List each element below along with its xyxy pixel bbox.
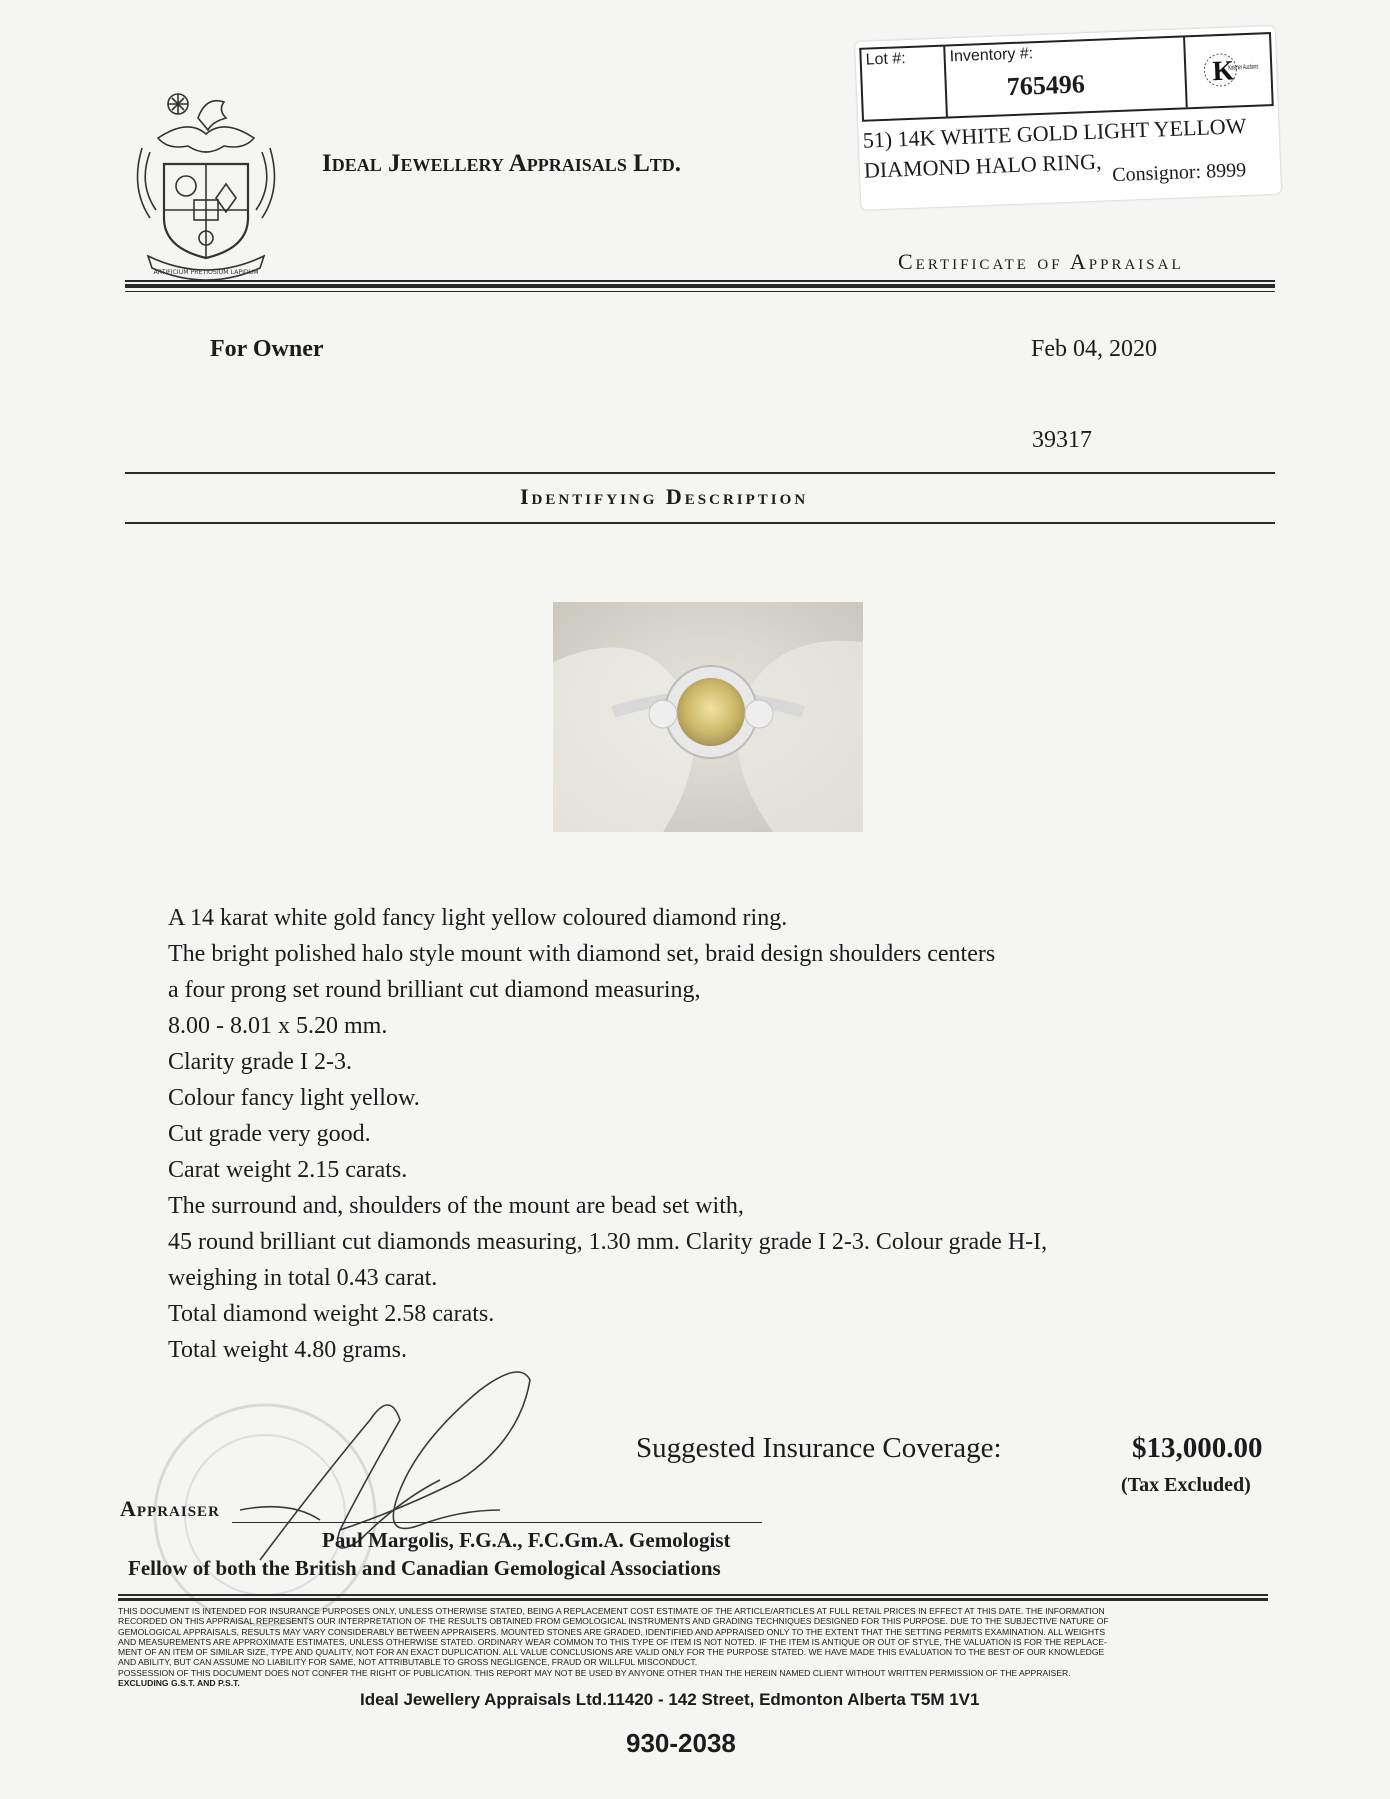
owner-label: For Owner [210, 336, 324, 362]
company-name: Ideal Jewellery Appraisals Ltd. [322, 150, 682, 177]
tax-note: (Tax Excluded) [1121, 1474, 1251, 1496]
divider [118, 1594, 1268, 1596]
tag-grid [859, 32, 1281, 122]
divider [125, 280, 1275, 282]
disclaimer-line: GEMOLOGICAL APPRAISALS, RESULTS MAY VARY CONSIDERABLY BETWEEN APPRAISERS. MOUNTED STONES ARE GRADED, IDENTIFIED AND APPRAISED ONLY TO THE EXTENT THAT THE SETTING PERMITS EXAMINATION. ALL WEIGHTS [118, 1626, 1106, 1637]
description-block [168, 900, 1047, 1368]
description-line: Total diamond weight 2.58 carats. [168, 1301, 495, 1327]
description-line: The surround and, shoulders of the mount are bead set with, [168, 1193, 744, 1219]
appraisal-date: Feb 04, 2020 [1031, 336, 1157, 362]
description-line: Carat weight 2.15 carats. [168, 1157, 408, 1183]
footer-address: Ideal Jewellery Appraisals Ltd.11420 - 142 Street, Edmonton Alberta T5M 1V1 [360, 1690, 980, 1709]
crest-motto: ARTIFICIUM PRETIOSIUM LAPIDUM [153, 269, 259, 276]
insurance-amount: $13,000.00 [1132, 1432, 1263, 1464]
lot-label: Lot #: [865, 50, 907, 69]
description-line: Clarity grade I 2-3. [168, 1049, 352, 1075]
divider [118, 1598, 1268, 1601]
inventory-number: 765496 [1006, 69, 1086, 102]
description-line: The bright polished halo style mount with diamond set, braid design shoulders centers [168, 941, 996, 967]
auction-tag [855, 26, 1281, 210]
divider [125, 522, 1275, 524]
signature-line [232, 1522, 762, 1523]
divider [125, 291, 1275, 292]
kastner-auctions-logo [1201, 42, 1281, 98]
tag-description-line1: 51) 14K WHITE GOLD LIGHT YELLOW [862, 113, 1247, 153]
appraiser-fellowship: Fellow of both the British and Canadian Gemological Associations [128, 1556, 721, 1580]
consignor: Consignor: 8999 [1111, 159, 1247, 187]
disclaimer-line: RECORDED ON THIS APPRAISAL REPRESENTS OUR INTERPRETATION OF THE RESULTS OBTAINED FROM GEMOLOGICAL INSTRUMENTS AND GRADING TECHNIQUES DESIGNED FOR THIS PURPOSE. DUE TO THE SUBJECTIVE NATURE OF [118, 1616, 1109, 1627]
disclaimer [118, 1606, 1268, 1688]
section-title: Identifying Description [520, 484, 809, 509]
appraisal-number: 39317 [1032, 427, 1092, 453]
crest-logo [128, 88, 284, 288]
divider [125, 284, 1275, 288]
description-line: Cut grade very good. [168, 1121, 371, 1147]
description-line: Total weight 4.80 grams. [168, 1337, 407, 1363]
certificate-title: Certificate of Appraisal [898, 249, 1184, 274]
tag-description-line2: DIAMOND HALO RING, [863, 148, 1102, 183]
ring-photo [553, 602, 863, 832]
description-line: 8.00 - 8.01 x 5.20 mm. [168, 1013, 388, 1039]
divider [125, 472, 1275, 474]
description-line: 45 round brilliant cut diamonds measuring, 1.30 mm. Clarity grade I 2-3. Colour grade H-I, [168, 1229, 1048, 1255]
description-line: a four prong set round brilliant cut diamond measuring, [168, 977, 701, 1003]
svg-text:K: K [1211, 55, 1235, 88]
description-line: weighing in total 0.43 carat. [168, 1265, 438, 1291]
disclaimer-line: THIS DOCUMENT IS INTENDED FOR INSURANCE PURPOSES ONLY, UNLESS OTHERWISE STATED, BEING A REPLACEMENT COST ESTIMATE OF THE ARTICLE/ARTICLES AT FULL RETAIL PRICES IN EFFECT AT THIS DATE. THE INFORMATION [118, 1606, 1105, 1616]
disclaimer-line: MENT OF AN ITEM OF SIMILAR SIZE, TYPE AND QUALITY, NOT FOR AN EXACT DUPLICATION. ALL VALUE CONCLUSIONS ARE VALID ONLY FOR THE PURPOSE STATED. WE HAVE MADE THIS EVALUATION TO THE BEST OF OUR KNOWLEDGE [118, 1647, 1105, 1658]
description-line: Colour fancy light yellow. [168, 1085, 420, 1111]
svg-text:Kastner Auctions: Kastner Auctions [1228, 62, 1281, 72]
disclaimer-line: POSSESSION OF THIS DOCUMENT DOES NOT CONFER THE RIGHT OF PUBLICATION. THIS REPORT MAY NOT BE USED BY ANYONE OTHER THAN THE HEREIN NAMED CLIENT WITHOUT WRITTEN PERMISSION OF THE APPRAISER. [118, 1667, 1071, 1678]
disclaimer-line: EXCLUDING G.S.T. AND P.S.T. [118, 1678, 240, 1689]
inventory-label: Inventory #: [949, 45, 1034, 66]
appraiser-label: Appraiser [120, 1496, 220, 1521]
description-line: A 14 karat white gold fancy light yellow coloured diamond ring. [168, 905, 788, 931]
footer-phone: 930-2038 [626, 1728, 736, 1758]
appraiser-name: Paul Margolis, F.G.A., F.C.Gm.A. Gemologist [322, 1528, 731, 1552]
disclaimer-line: AND MEASUREMENTS ARE APPROXIMATE ESTIMATES, UNLESS OTHERWISE STATED. ORDINARY WEAR COMMON TO THIS TYPE OF ITEM IS NOT NOTED. IF THE ITEM IS ANTIQUE OR OUT OF STYLE, THE VALUATION IS FOR THE REPLACE- [118, 1636, 1107, 1647]
insurance-label: Suggested Insurance Coverage: [636, 1432, 1002, 1464]
disclaimer-line: AND ABILITY, BUT CAN ASSUME NO LIABILITY FOR SAME, NOT ATTRIBUTABLE TO GROSS NEGLIGENCE, FRAUD OR WILLFUL MISCONDUCT. [118, 1657, 698, 1668]
